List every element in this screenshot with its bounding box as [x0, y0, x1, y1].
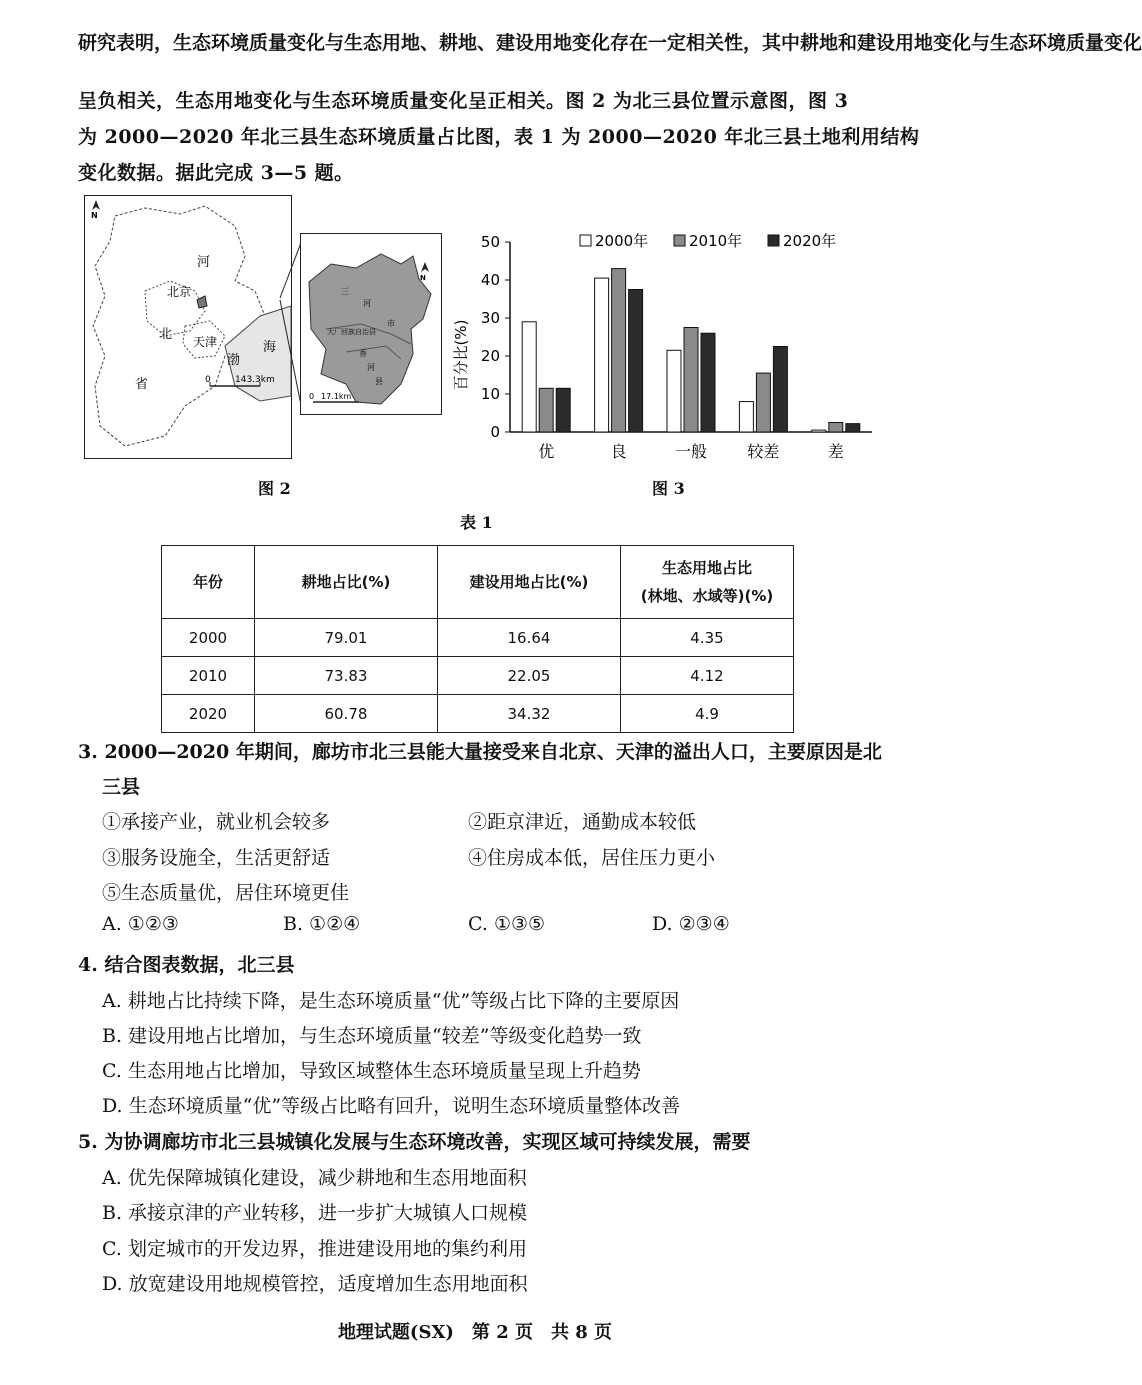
q4-option-b[interactable]: B. 建设用地占比增加，与生态环境质量“较差”等级变化趋势一致 [102, 1025, 642, 1047]
map-label-tianjin: 天津 [193, 335, 218, 349]
table-cell: 4.12 [621, 657, 794, 695]
chart-bars [522, 269, 860, 432]
q4-option-c[interactable]: C. 生态用地占比增加，导致区域整体生态环境质量呈现上升趋势 [102, 1060, 641, 1082]
chart-y-tick-label: 0 [490, 423, 500, 441]
table-header: 耕地占比(%) [255, 546, 438, 619]
legend-label: 2020年 [783, 232, 837, 250]
chart-y-tick-label: 30 [480, 309, 500, 327]
q3-option-d[interactable]: D. ②③④ [652, 913, 730, 935]
legend-label: 2000年 [595, 232, 649, 250]
inset-north: N [420, 274, 426, 282]
chart-bar [595, 278, 609, 432]
table-cell: 34.32 [438, 695, 621, 733]
table-cell: 60.78 [255, 695, 438, 733]
chart-bar [556, 388, 570, 432]
q5-stem: 5. 为协调廊坊市北三县城镇化发展与生态环境改善，实现区域可持续发展，需要 [78, 1131, 751, 1153]
chart-bar [829, 423, 843, 433]
q3-stem-1: 3. 2000—2020 年期间，廊坊市北三县能大量接受来自北京、天津的溢出人口，主要原因是北 [78, 741, 882, 763]
chart-bar [667, 350, 681, 432]
table-header: 建设用地占比(%) [438, 546, 621, 619]
map-scale-zero: 0 [205, 375, 211, 385]
inset-label-b: 河 [363, 299, 371, 308]
q5-option-a[interactable]: A. 优先保障城镇化建设，减少耕地和生态用地面积 [102, 1167, 527, 1189]
chart-x-tick-label: 一般 [674, 442, 708, 461]
q5-option-b[interactable]: B. 承接京津的产业转移，进一步扩大城镇人口规模 [102, 1202, 528, 1224]
map-label-he: 河 [197, 255, 211, 270]
chart-x-tick-label: 优 [538, 442, 555, 461]
legend-swatch [580, 235, 591, 246]
chart-bar [739, 402, 753, 432]
chart-bar [684, 328, 698, 433]
q5-option-d[interactable]: D. 放宽建设用地规模管控，适度增加生态用地面积 [102, 1273, 528, 1295]
q4-option-d[interactable]: D. 生态环境质量“优”等级占比略有回升，说明生态环境质量整体改善 [102, 1095, 681, 1117]
inset-label-g: 县 [375, 377, 383, 386]
chart-x-tick-label: 较差 [747, 442, 780, 461]
page-footer: 地理试题(SX) 第 2 页 共 8 页 [337, 1322, 613, 1343]
table-header [621, 546, 794, 619]
map-north: N [91, 211, 98, 220]
table-row [162, 657, 794, 695]
figure-2-caption: 图 2 [258, 479, 291, 498]
table-header-sub: (林地、水域等)(%) [640, 587, 774, 605]
table-title: 表 1 [460, 513, 493, 532]
inset-scale: 17.1km [321, 392, 352, 401]
inset-scale-zero: 0 [309, 392, 315, 401]
chart-bar [773, 347, 787, 433]
inset-label-a: 三 [341, 287, 349, 296]
q4-stem: 4. 结合图表数据，北三县 [78, 954, 295, 976]
table-cell: 73.83 [255, 657, 438, 695]
map-label-bo: 渤 [227, 353, 241, 368]
inset-label-e: 香 [359, 349, 367, 358]
quality-chart [450, 225, 890, 465]
chart-y-tick-label: 10 [480, 385, 500, 403]
q4-option-a[interactable]: A. 耕地占比持续下降，是生态环境质量“优”等级占比下降的主要原因 [102, 990, 680, 1012]
chart-y-tick-label: 20 [480, 347, 500, 365]
q3-item-2: ②距京津近，通勤成本较低 [468, 811, 697, 833]
inset-label-f: 河 [367, 363, 375, 372]
chart-bar [629, 290, 643, 433]
map-label-hai: 海 [263, 340, 277, 355]
q3-item-5: ⑤生态质量优，居住环境更佳 [102, 882, 350, 904]
table-cell: 4.35 [621, 619, 794, 657]
q3-option-a[interactable]: A. ①②③ [102, 913, 179, 935]
chart-ylabel: 百分比(%) [452, 319, 470, 391]
q5-option-c[interactable]: C. 划定城市的开发边界，推进建设用地的集约利用 [102, 1238, 527, 1260]
intro-line-1: 呈负相关，生态用地变化与生态环境质量变化呈正相关。图 2 为北三县位置示意图，图 3 [78, 90, 849, 112]
table-header-row [162, 546, 794, 619]
table-cell: 16.64 [438, 619, 621, 657]
land-use-table [161, 545, 794, 733]
chart-bar [612, 269, 626, 432]
chart-bar [812, 430, 826, 432]
map-label-beijing: 北京 [167, 285, 192, 299]
chart-bar [701, 333, 715, 432]
inset-label-d: 大厂回族自治县 [327, 328, 376, 336]
table-cell: 2020 [162, 695, 255, 733]
chart-legend [580, 232, 836, 250]
chart-x-tick-label: 差 [827, 442, 844, 461]
table-header-main: 生态用地占比 [661, 559, 752, 577]
figure-3-caption: 图 3 [652, 479, 685, 498]
q3-stem-2: 三县 [102, 776, 141, 798]
intro-line-3: 变化数据。据此完成 3—5 题。 [78, 162, 354, 184]
q3-option-b[interactable]: B. ①②④ [283, 913, 361, 935]
chart-bar [846, 424, 860, 432]
inset-label-c: 市 [387, 319, 395, 328]
table-row [162, 619, 794, 657]
map-scale: 143.3km [235, 375, 275, 385]
chart-bar [539, 388, 553, 432]
location-map [84, 195, 292, 459]
county-inset-map [300, 233, 442, 415]
intro-line-2: 为 2000—2020 年北三县生态环境质量占比图，表 1 为 2000—2020 年北三县土地利用结构 [78, 126, 920, 148]
map-label-bei: 北 [159, 327, 173, 342]
table-header: 年份 [162, 546, 255, 619]
q3-item-1: ①承接产业，就业机会较多 [102, 811, 331, 833]
q3-item-4: ④住房成本低，居住压力更小 [468, 847, 716, 869]
legend-swatch [768, 235, 779, 246]
chart-bar [522, 322, 536, 432]
q3-option-c[interactable]: C. ①③⑤ [468, 913, 546, 935]
legend-label: 2010年 [689, 232, 743, 250]
table-cell: 79.01 [255, 619, 438, 657]
chart-bar [756, 373, 770, 432]
table-cell: 2010 [162, 657, 255, 695]
table-cell: 4.9 [621, 695, 794, 733]
chart-y-tick-label: 50 [480, 233, 500, 251]
map-label-sheng: 省 [135, 377, 149, 392]
table-cell: 22.05 [438, 657, 621, 695]
legend-swatch [674, 235, 685, 246]
intro-line-cut: 研究表明，生态环境质量变化与生态用地、耕地、建设用地变化存在一定相关性，其中耕地和建设用地变化与生态环境质量变化 [78, 32, 1142, 54]
q3-item-3: ③服务设施全，生活更舒适 [102, 847, 331, 869]
table-cell: 2000 [162, 619, 255, 657]
chart-x-tick-label: 良 [610, 442, 627, 461]
chart-y-tick-label: 40 [480, 271, 500, 289]
table-row [162, 695, 794, 733]
